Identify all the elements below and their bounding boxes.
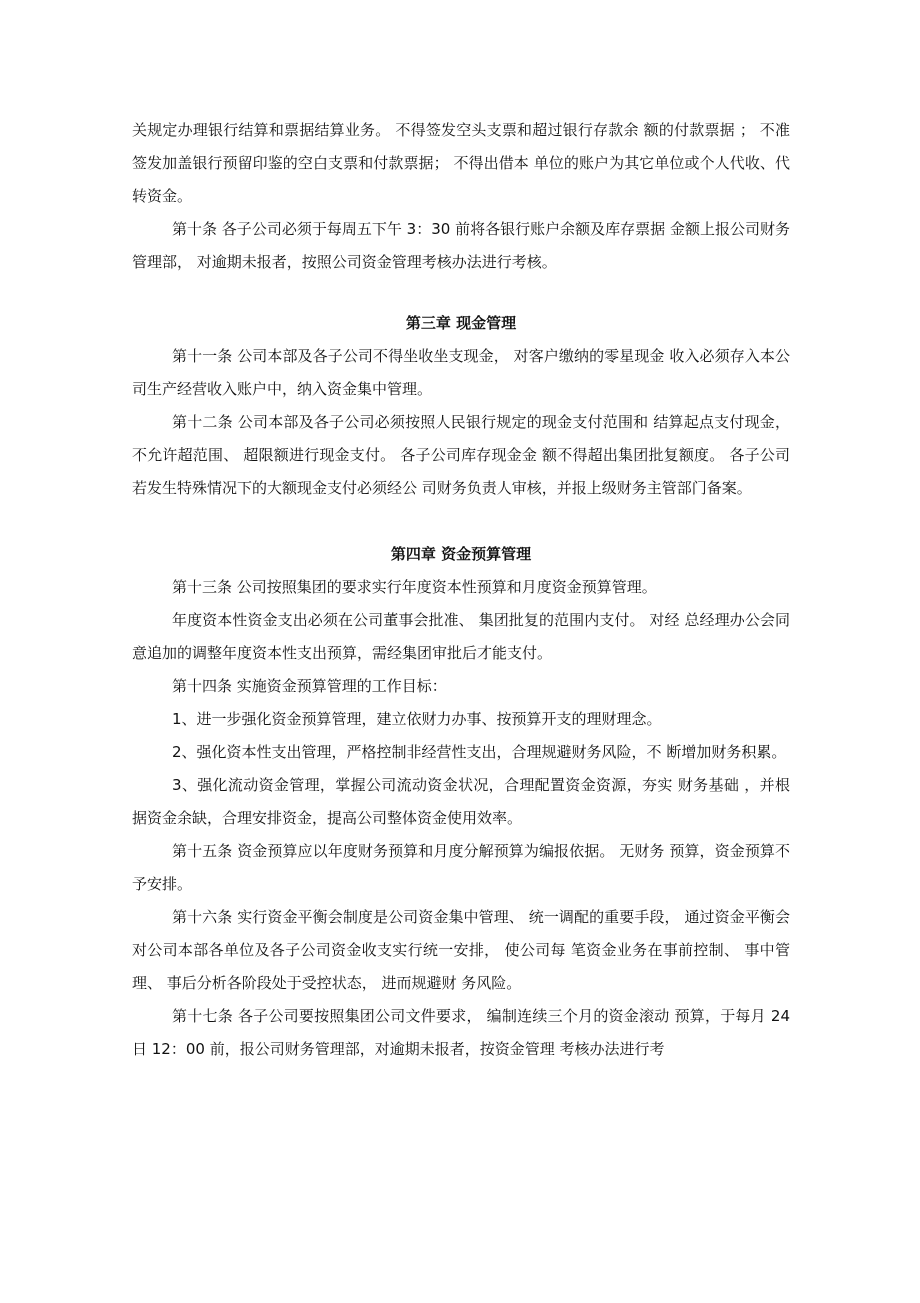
goal-item-3: 3、强化流动资金管理，掌握公司流动资金状况，合理配置资金资源，夯实 财务基础 ，并根据资金余缺，合理安排资金，提高公司整体资金使用效率。 [132, 776, 790, 827]
goal-item-1: 1、进一步强化资金预算管理，建立依财力办事、按预算开支的理财理念。 [172, 710, 662, 728]
article-14: 第十四条 实施资金预算管理的工作目标： [172, 677, 447, 695]
chapter-4-heading: 第四章 资金预算管理 [390, 545, 532, 563]
article-16: 第十六条 实行资金平衡会制度是公司资金集中管理、 统一调配的重要手段， 通过资金平衡会对公司本部各单位及各子公司资金收支实行统一安排， 使公司每 笔资金业务在事前控制、 事中管理、 事后分析各阶段处于受控状态， 进而规避财 务风险。 [132, 908, 790, 992]
article-10: 第十条 各子公司必须于每周五下午 3：30 前将各银行账户余额及库存票据 金额上报公司财务管理部， 对逾期未报者，按照公司资金管理考核办法进行考核。 [132, 220, 790, 271]
goal-item-2: 2、强化资本性支出管理，严格控制非经营性支出，合理规避财务风险，不 断增加财务积累。 [172, 743, 787, 761]
article-12: 第十二条 公司本部及各子公司必须按照人民银行规定的现金支付范围和 结算起点支付现金， 不允许超范围、 超限额进行现金支付。 各子公司库存现金金 额不得超出集团批复额度。 各子公司若发生特殊情况下的大额现金支付必须经公 司财务负责人审核，并报上级财务主管部门备案。 [132, 413, 790, 497]
annual-capital-expenditure: 年度资本性资金支出必须在公司董事会批准、 集团批复的范围内支付。 对经 总经理办公会同意追加的调整年度资本性支出预算，需经集团审批后才能支付。 [132, 611, 790, 662]
paragraph-settlement-rules: 关规定办理银行结算和票据结算业务。 不得签发空头支票和超过银行存款余 额的付款票据 ； 不准签发加盖银行预留印鉴的空白支票和付款票据； 不得出借本 单位的账户为其它单位或个人代收、代转资金。 [132, 121, 790, 205]
article-11: 第十一条 公司本部及各子公司不得坐收坐支现金， 对客户缴纳的零星现金 收入必须存入本公司生产经营收入账户中，纳入资金集中管理。 [132, 347, 790, 398]
article-13: 第十三条 公司按照集团的要求实行年度资本性预算和月度资金预算管理。 [172, 578, 657, 596]
chapter-3-heading: 第三章 现金管理 [405, 314, 517, 332]
document-page [132, 114, 790, 1066]
article-17: 第十七条 各子公司要按照集团公司文件要求， 编制连续三个月的资金滚动 预算，于每月 24 日 12：00 前，报公司财务管理部，对逾期未报者，按资金管理 考核办法进行考 [132, 1007, 790, 1058]
article-15: 第十五条 资金预算应以年度财务预算和月度分解预算为编报依据。 无财务 预算，资金预算不予安排。 [132, 842, 790, 893]
